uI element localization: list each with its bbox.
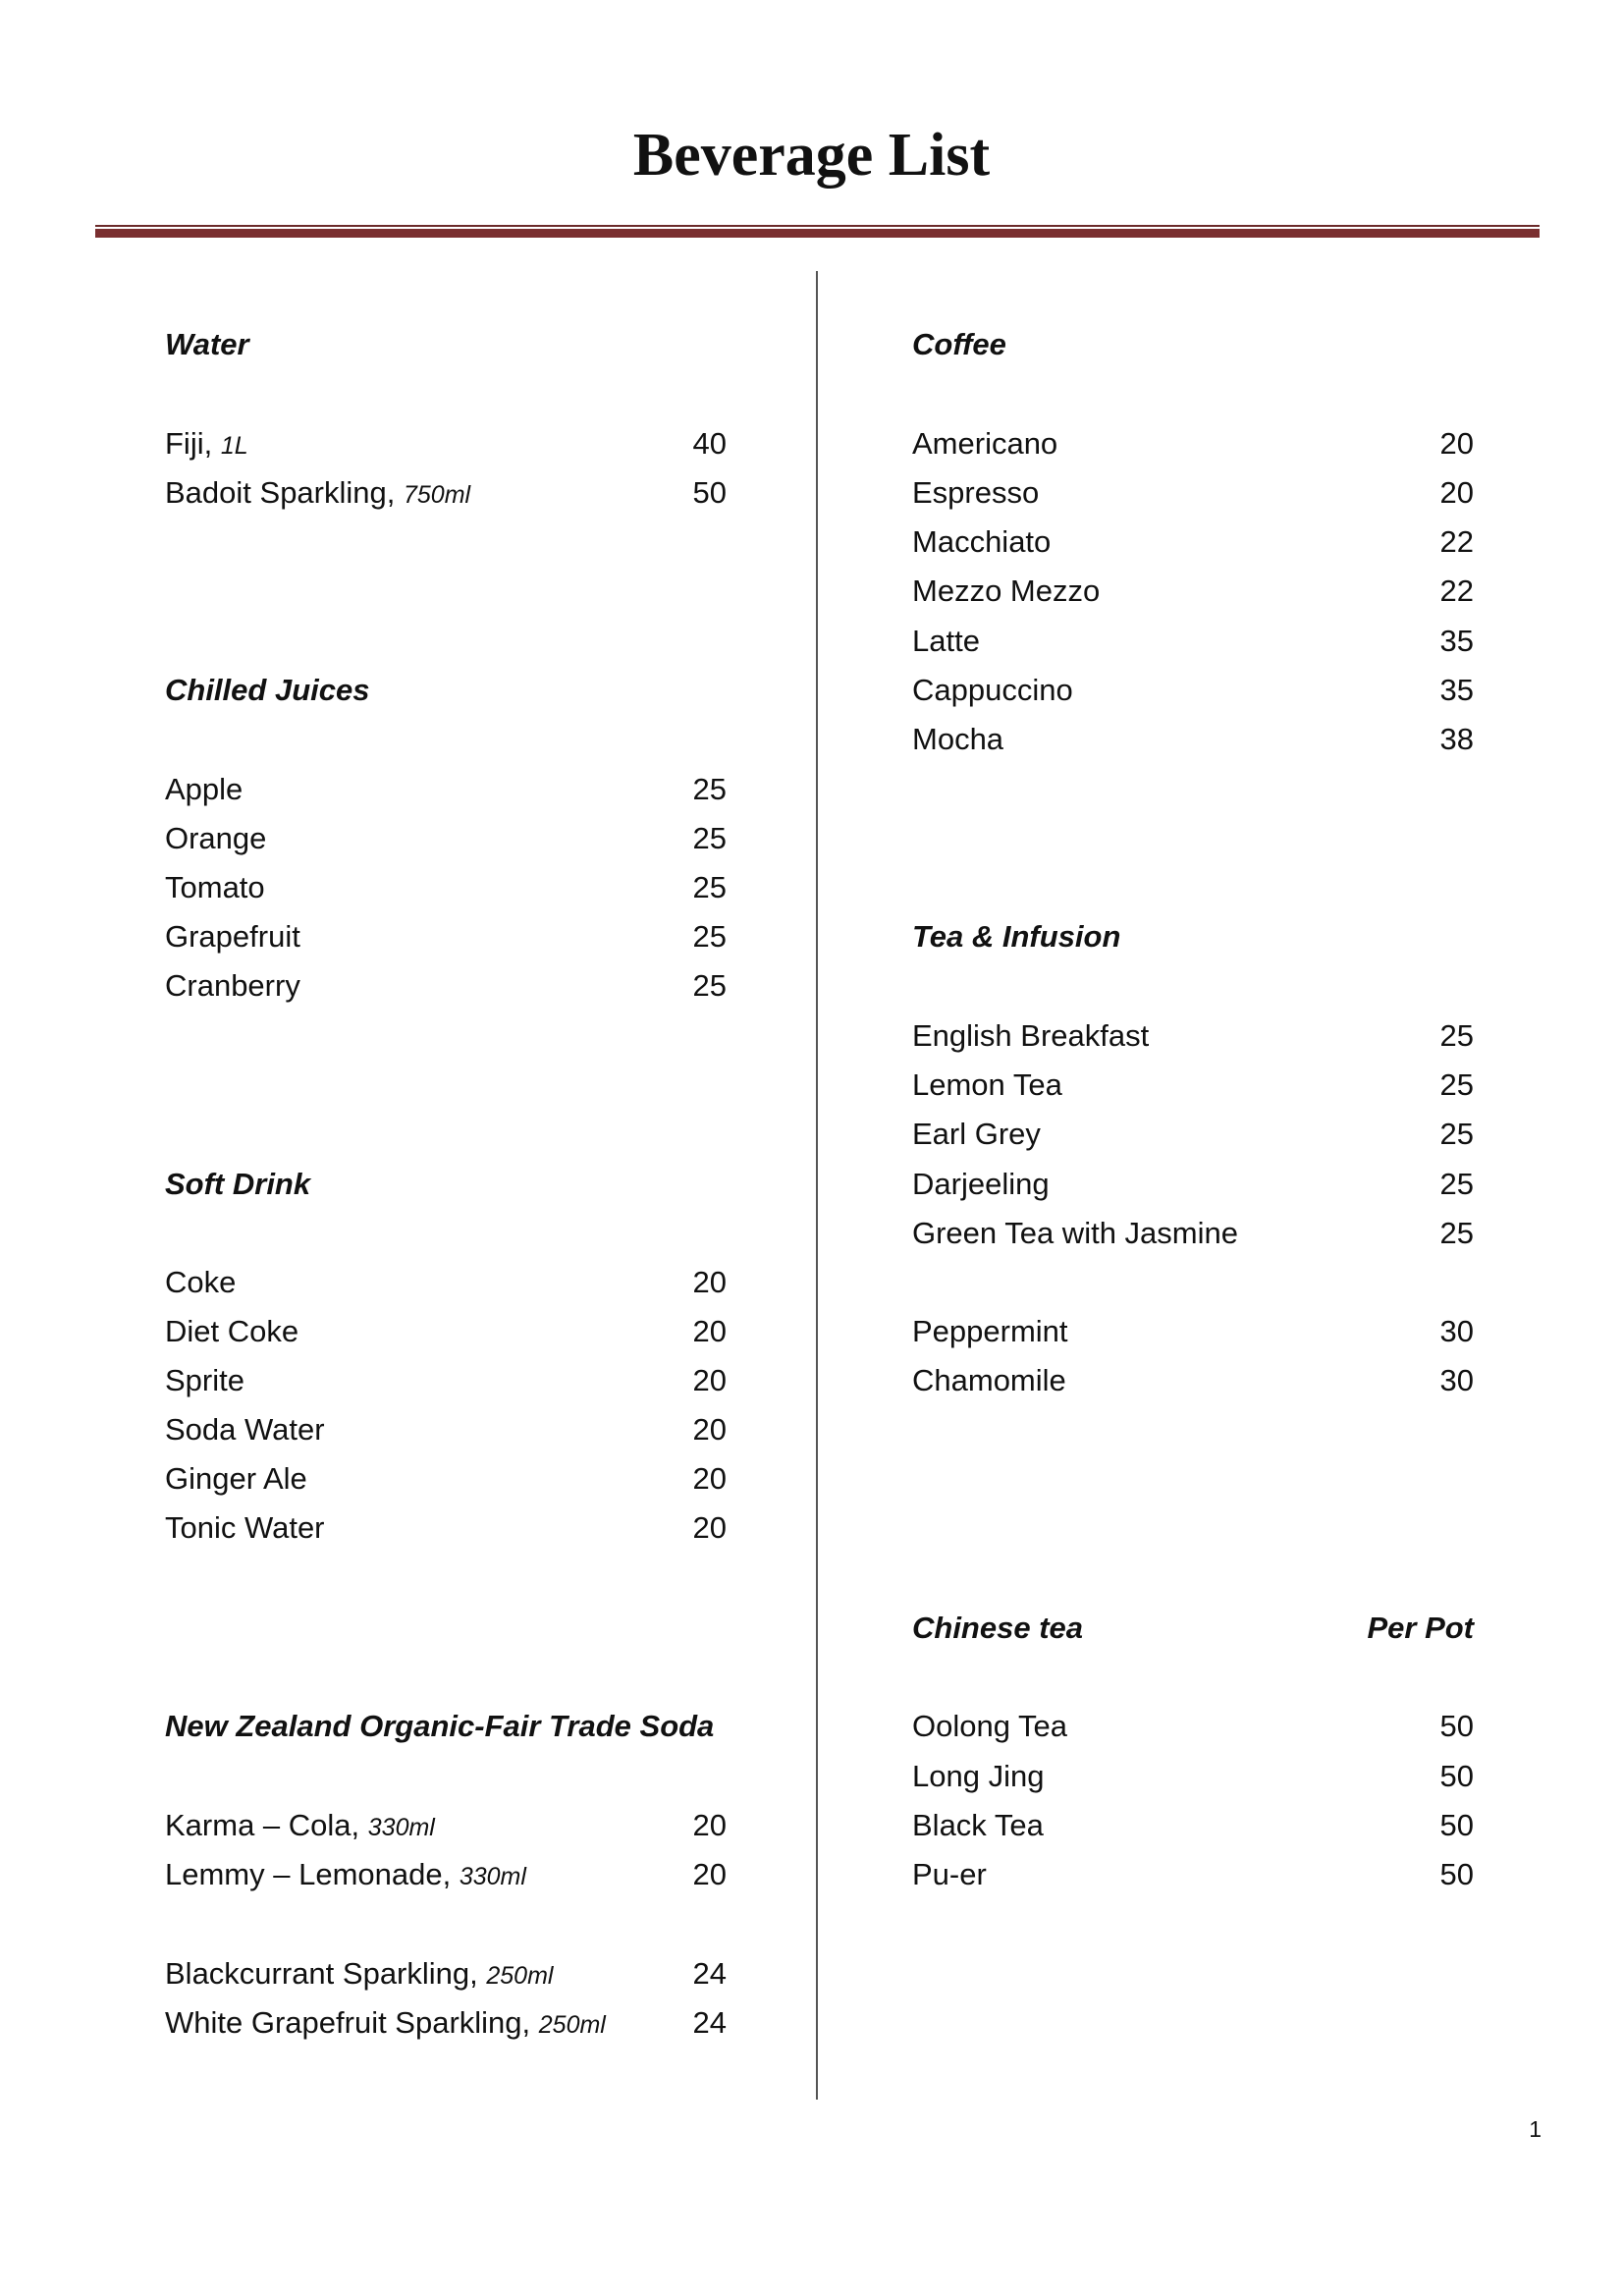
item-price: 20 <box>692 1265 727 1299</box>
item-price: 25 <box>692 919 727 954</box>
section-heading-juices <box>165 666 727 715</box>
item-name: Badoit Sparkling, 750ml <box>165 475 471 510</box>
item-size: 750ml <box>403 481 471 509</box>
menu-item <box>165 1356 727 1405</box>
section-heading-water <box>165 320 727 369</box>
menu-item-blackcurrant-sparkling <box>165 1949 727 1998</box>
menu-item <box>165 912 727 961</box>
section-heading-coffee <box>912 320 1474 369</box>
menu-item <box>912 715 1474 764</box>
item-price: 25 <box>1439 1067 1474 1102</box>
item-name: Fiji, 1L <box>165 426 248 461</box>
item-price: 50 <box>1439 1808 1474 1842</box>
item-price: 22 <box>1439 574 1474 608</box>
menu-item <box>912 1801 1474 1850</box>
menu-item <box>912 1061 1474 1110</box>
item-price: 20 <box>692 1857 727 1891</box>
menu-item <box>165 1454 727 1503</box>
menu-item <box>912 1011 1474 1061</box>
item-name: Green Tea with Jasmine <box>912 1216 1238 1250</box>
menu-item <box>912 1307 1474 1356</box>
item-price: 30 <box>1439 1363 1474 1397</box>
item-price: 20 <box>692 1461 727 1496</box>
menu-item-lemmy-lemonade <box>165 1850 727 1899</box>
page-title: Beverage List <box>632 122 991 189</box>
menu-item-badoit <box>165 468 727 518</box>
item-price: 25 <box>692 821 727 855</box>
item-name: Tomato <box>165 870 265 904</box>
item-name: White Grapefruit Sparkling, 250ml <box>165 2005 606 2040</box>
menu-item <box>912 518 1474 567</box>
item-name: Macchiato <box>912 524 1052 559</box>
item-name: Earl Grey <box>912 1117 1041 1151</box>
menu-item <box>912 666 1474 715</box>
menu-item <box>165 1405 727 1454</box>
item-name: Black Tea <box>912 1808 1044 1842</box>
page-number: 1 <box>1529 2116 1542 2142</box>
item-price: 25 <box>692 968 727 1003</box>
section-heading-label: Chinese tea <box>912 1611 1084 1645</box>
item-name: Long Jing <box>912 1759 1045 1793</box>
item-price: 50 <box>1439 1709 1474 1743</box>
item-size: 250ml <box>538 2011 606 2039</box>
menu-item <box>165 814 727 863</box>
item-name: Ginger Ale <box>165 1461 307 1496</box>
column-divider <box>816 271 818 2100</box>
item-price: 25 <box>1439 1167 1474 1201</box>
section-heading-label: Chilled Juices <box>165 673 370 707</box>
item-name: Soda Water <box>165 1412 325 1447</box>
item-name: Cranberry <box>165 968 300 1003</box>
item-price: 50 <box>692 475 727 510</box>
section-heading-label: Coffee <box>912 327 1006 361</box>
item-price: 20 <box>692 1363 727 1397</box>
section-heading-label: Water <box>165 327 249 361</box>
item-name: Diet Coke <box>165 1314 299 1348</box>
section-heading-tea-infusion <box>912 912 1474 961</box>
menu-item-white-grapefruit-sparkling <box>165 1998 727 2048</box>
menu-item <box>165 863 727 912</box>
menu-item <box>912 1752 1474 1801</box>
item-name: Latte <box>912 624 980 658</box>
item-price: 24 <box>692 2005 727 2040</box>
item-name: Apple <box>165 772 243 806</box>
menu-item <box>165 961 727 1011</box>
menu-item <box>912 1110 1474 1159</box>
item-price: 24 <box>692 1956 727 1991</box>
item-price: 25 <box>692 870 727 904</box>
item-name: Mezzo Mezzo <box>912 574 1101 608</box>
item-name: Lemmy – Lemonade, 330ml <box>165 1857 526 1891</box>
title-rule-thin <box>95 225 1540 227</box>
item-price: 25 <box>692 772 727 806</box>
item-name: Blackcurrant Sparkling, 250ml <box>165 1956 554 1991</box>
section-heading-label: Tea & Infusion <box>912 919 1121 954</box>
item-price: 20 <box>692 1510 727 1545</box>
item-size: 250ml <box>486 1962 554 1990</box>
item-name: Sprite <box>165 1363 244 1397</box>
menu-item <box>912 1356 1474 1405</box>
item-name: Tonic Water <box>165 1510 325 1545</box>
menu-item <box>165 1503 727 1553</box>
item-price: 35 <box>1439 673 1474 707</box>
item-name: Mocha <box>912 722 1004 756</box>
item-price: 20 <box>1439 426 1474 461</box>
item-name: Cappuccino <box>912 673 1073 707</box>
menu-item <box>912 617 1474 666</box>
item-name: Peppermint <box>912 1314 1068 1348</box>
item-name: Americano <box>912 426 1058 461</box>
item-price: 20 <box>1439 475 1474 510</box>
menu-item <box>912 1160 1474 1209</box>
menu-item <box>912 1702 1474 1751</box>
item-name: Darjeeling <box>912 1167 1050 1201</box>
item-name: Grapefruit <box>165 919 300 954</box>
item-price: 20 <box>692 1412 727 1447</box>
item-name: English Breakfast <box>912 1018 1150 1053</box>
item-name: Chamomile <box>912 1363 1066 1397</box>
item-name: Coke <box>165 1265 237 1299</box>
menu-item <box>165 1307 727 1356</box>
item-price: 20 <box>692 1808 727 1842</box>
menu-item <box>912 1209 1474 1258</box>
item-name: Oolong Tea <box>912 1709 1067 1743</box>
menu-item <box>912 468 1474 518</box>
item-size: 330ml <box>367 1814 435 1841</box>
menu-item <box>165 1258 727 1307</box>
menu-item-karma-cola <box>165 1801 727 1850</box>
item-price: 22 <box>1439 524 1474 559</box>
item-size: 1L <box>220 432 248 460</box>
item-price: 30 <box>1439 1314 1474 1348</box>
title-rule-thick <box>95 229 1540 238</box>
menu-item <box>165 765 727 814</box>
section-heading-price-label: Per Pot <box>1367 1611 1474 1645</box>
item-name: Pu-er <box>912 1857 987 1891</box>
item-name: Lemon Tea <box>912 1067 1062 1102</box>
menu-item <box>912 419 1474 468</box>
item-price: 25 <box>1439 1216 1474 1250</box>
item-price: 38 <box>1439 722 1474 756</box>
item-price: 50 <box>1439 1857 1474 1891</box>
section-heading-chinese-tea <box>912 1604 1474 1653</box>
section-heading-label: New Zealand Organic-Fair Trade Soda <box>165 1709 715 1743</box>
section-heading-label: Soft Drink <box>165 1167 311 1201</box>
item-price: 50 <box>1439 1759 1474 1793</box>
item-name: Orange <box>165 821 267 855</box>
item-price: 20 <box>692 1314 727 1348</box>
item-price: 40 <box>692 426 727 461</box>
item-size: 330ml <box>459 1863 526 1890</box>
item-name: Espresso <box>912 475 1040 510</box>
section-heading-soft-drink <box>165 1160 727 1209</box>
item-price: 25 <box>1439 1018 1474 1053</box>
menu-item <box>912 1850 1474 1899</box>
item-price: 35 <box>1439 624 1474 658</box>
item-price: 25 <box>1439 1117 1474 1151</box>
menu-item <box>912 567 1474 616</box>
menu-item-fiji <box>165 419 727 468</box>
section-heading-nz-soda <box>165 1702 727 1751</box>
item-name: Karma – Cola, 330ml <box>165 1808 435 1842</box>
